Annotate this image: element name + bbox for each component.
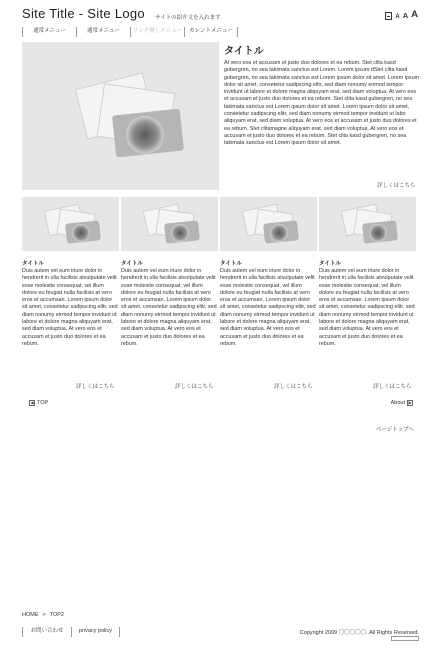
column-body: Duis autem vel eum iriure dolor in hendrerit in ulla facilisis atvulputate velit esse molestie consequat, vel illum dolore eu feugiat nulla facilisis at vero eros et accumsan. Lorem ipsum dolor sit amet, consetetur sadipscing elitr, sed diam nonumy eirmod tempor invidunt ut labore et dolore magna aliquyam erat, sed diam voluptua. At vero eos et accusam et justo duo dolores et ea rebum. — [220, 268, 316, 347]
global-nav — [22, 27, 238, 37]
column-4 — [319, 259, 415, 348]
footer-nav-contact[interactable]: お問い合わせ — [22, 627, 71, 637]
font-size-medium-button[interactable]: A — [402, 11, 409, 20]
footer-nav — [22, 627, 120, 637]
column-body: Duis autem vel eum iriure dolor in hendrerit in ulla facilisis atvulputate velit esse molestie consequat, vel illum dolore eu feugiat nulla facilisis at vero eros et accumsan. Lorem ipsum dolor sit amet, consetetur sadipscing elitr, sed diam nonumy eirmod tempor invidunt ut labore et dolore magna aliquyam erat, sed diam voluptua. At vero eos et accusam et justo duo dolores et ea rebum. — [319, 268, 415, 347]
thumbnail-1 — [22, 197, 119, 251]
header — [22, 6, 422, 26]
arrow-left-icon: ◀ — [30, 400, 34, 405]
column-2-more-link[interactable]: 詳しくはこちら — [175, 384, 214, 390]
camera-icon — [121, 197, 218, 251]
column-3 — [220, 259, 316, 348]
pager-next-label: About — [390, 400, 405, 406]
column-1-more-link[interactable]: 詳しくはこちら — [76, 384, 115, 390]
arrow-right-icon: ▶ — [408, 400, 412, 405]
camera-icon — [319, 197, 416, 251]
column-title: タイトル — [121, 261, 143, 267]
font-size-large-button[interactable]: A — [411, 9, 418, 20]
badge-icon — [391, 636, 419, 641]
column-4-more-link[interactable]: 詳しくはこちら — [373, 384, 412, 390]
hero-title: タイトル — [224, 46, 264, 57]
print-icon[interactable] — [385, 12, 392, 20]
gnav-item-normal-1[interactable]: 通常メニュー — [22, 27, 76, 37]
site-description: サイトの紹介文を入れます — [155, 15, 221, 21]
pager-prev[interactable] — [29, 400, 48, 406]
pager-next[interactable] — [391, 400, 413, 406]
camera-icon — [22, 197, 119, 251]
hero-more-link[interactable]: 詳しくはこちら — [377, 183, 416, 189]
breadcrumb — [22, 612, 64, 618]
column-3-more-link[interactable]: 詳しくはこちら — [274, 384, 313, 390]
breadcrumb-home[interactable]: HOME — [22, 612, 39, 618]
gnav-item-current[interactable]: カレントメニュー — [184, 27, 238, 37]
font-size-tools — [385, 10, 418, 20]
camera-icon — [22, 42, 219, 190]
column-title: タイトル — [220, 261, 242, 267]
column-title: タイトル — [22, 261, 44, 267]
gnav-item-normal-2[interactable]: 通常メニュー — [76, 27, 130, 37]
column-1 — [22, 259, 118, 348]
breadcrumb-current: TOP2 — [49, 612, 64, 618]
column-title: タイトル — [319, 261, 341, 267]
thumbnail-2 — [121, 197, 218, 251]
copyright: Copyright 2009 〇〇〇〇〇. All Rights Reserved. — [299, 630, 419, 636]
hero-text — [224, 42, 420, 148]
hero-image — [22, 42, 219, 190]
gnav-item-nolink: リンク無しメニュー — [130, 27, 184, 37]
pager-prev-label: TOP — [37, 400, 49, 406]
page-top-link[interactable]: ページトップへ — [375, 427, 414, 433]
hero-body: At vero eos et accusam et justo duo dolores et ea rebum. Stet clita kasd gubergren, no sea takimata sanctus est Lorem. Lorem ipsum dStet clita kasd gubergren, no sea takimata sanctus est Lorem ipsum dolor sit amet. Lorem ipsum dolor sit amet, consetetur sadipscing elitr, sed diam nonumy eirmod tempor invidunt ut labore et dolore magna aliquyam erat, sed diam voluptua. At vero eos et accusam et justo duo dolores et ea rebum. Stet clita kasd gubergren, no sea takimata sanctus est Lorem ipsum dolor sit amet. Lorem ipsum dolor sit amet, consetetur sadipscing elitr, sed diam nonumy eirmod tempor invidunt ut labo aliquyam erat, sed diam voluptua. At vero eos et accusam et justo duo dolores et ea rebum. Stet clitamagne aliquyam erat, sed diam voluptua. At vero eos et accusam et justo duo dolores et ea rebum. Stet clita kasd gubergren, no sea takimata sanctus est Lorem ipsum dolor sit amet. — [224, 60, 420, 147]
thumbnail-3 — [220, 197, 317, 251]
font-size-small-button[interactable]: A — [395, 13, 400, 20]
breadcrumb-separator: > — [42, 612, 46, 618]
site-title[interactable]: Site Title - Site Logo — [22, 6, 145, 21]
footer-nav-privacy[interactable]: privacy policy — [71, 627, 120, 637]
camera-icon — [220, 197, 317, 251]
thumbnail-4 — [319, 197, 416, 251]
column-2 — [121, 259, 217, 348]
column-body: Duis autem vel eum iriure dolor in hendrerit in ulla facilisis atvulputate velit esse molestie consequat, vel illum dolore eu feugiat nulla facilisis at vero eros et accumsan. Lorem ipsum dolor sit amet, consetetur sadipscing elitr, sed diam nonumy eirmod tempor invidunt ut labore et dolore magna aliquyam erat, sed diam voluptua. At vero eos et accusam et justo duo dolores et ea rebum. — [121, 268, 217, 347]
column-body: Duis autem vel eum iriure dolor in hendrerit in ulla facilisis atvulputate velit esse molestie consequat, vel illum dolore eu feugiat nulla facilisis at vero eros et accumsan. Lorem ipsum dolor sit amet, consetetur sadipscing elitr, sed diam nonumy eirmod tempor invidunt ut labore et dolore magna aliquyam erat, sed diam voluptua. At vero eos et accusam et justo duo dolores et ea rebum. — [22, 268, 118, 347]
